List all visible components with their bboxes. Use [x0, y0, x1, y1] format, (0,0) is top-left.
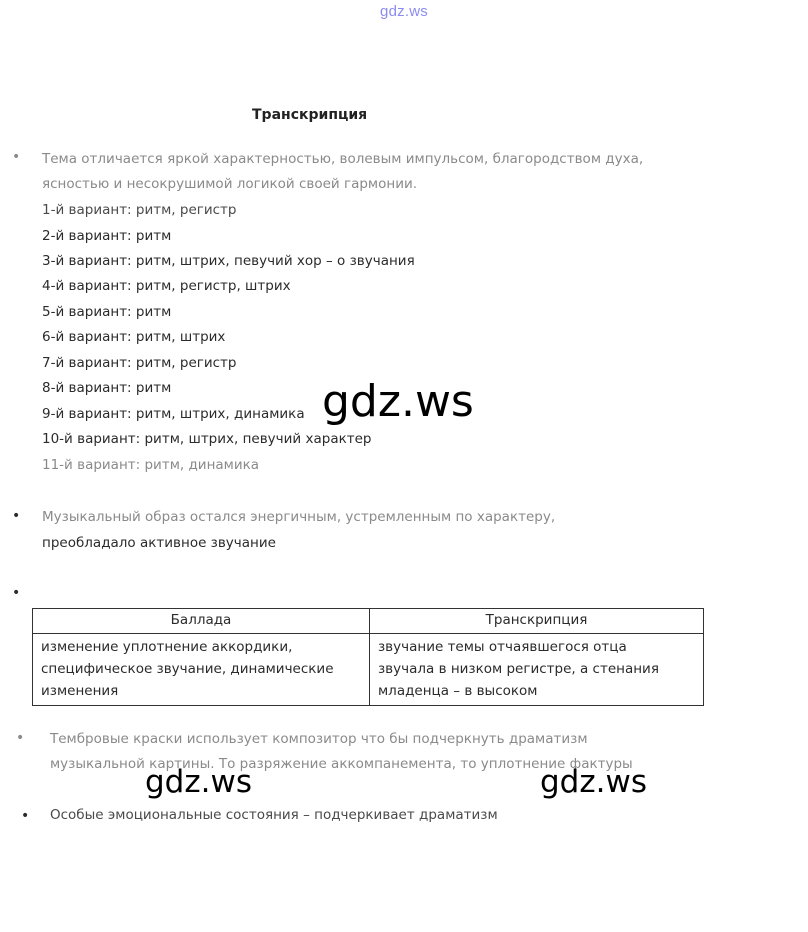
table-cell-transcription: [370, 634, 704, 706]
section4-line-2: музыкальной картины. То разряжение аккомпанемента, то уплотнение фактуры: [50, 756, 633, 772]
variant-8: 8-й вариант: ритм: [42, 380, 172, 396]
center-watermark: gdz.ws: [322, 376, 474, 427]
bullet-marker: •: [12, 585, 21, 601]
section1-line-2: ясностью и несокрушимой логикой своей гармонии.: [42, 176, 418, 192]
variant-11: 11-й вариант: ритм, динамика: [42, 457, 260, 473]
bullet-marker: •: [16, 730, 25, 746]
section5-line-1: Особые эмоциональные состояния – подчеркивает драматизм: [50, 807, 498, 823]
variant-2: 2-й вариант: ритм: [42, 228, 172, 244]
variant-1: 1-й вариант: ритм, регистр: [42, 202, 237, 218]
section2-line-2: преобладало активное звучание: [42, 535, 276, 551]
cell-line: изменение уплотнение аккордики,: [41, 639, 293, 655]
cell-line: младенца – в высоком: [378, 683, 538, 699]
variant-6: 6-й вариант: ритм, штрих: [42, 329, 226, 345]
section4-line-1: Тембровые краски использует композитор что бы подчеркнуть драматизм: [50, 731, 588, 747]
document-title: Транскрипция: [252, 107, 368, 123]
section2-line-1: Музыкальный образ остался энергичным, устремленным по характеру,: [42, 509, 556, 525]
bottom-left-watermark: gdz.ws: [145, 764, 252, 800]
bullet-marker: •: [21, 808, 30, 824]
comparison-table: [32, 608, 704, 706]
section1-line-1: Тема отличается яркой характерностью, волевым импульсом, благородством духа,: [42, 151, 644, 167]
variant-9: 9-й вариант: ритм, штрих, динамика: [42, 406, 305, 422]
cell-line: звучала в низком регистре, а стенания: [378, 661, 659, 677]
bullet-marker: •: [12, 149, 21, 165]
variant-7: 7-й вариант: ритм, регистр: [42, 355, 237, 371]
bottom-right-watermark: gdz.ws: [540, 764, 647, 800]
cell-line: звучание темы отчаявшегося отца: [378, 639, 627, 655]
cell-line: специфическое звучание, динамические: [41, 661, 334, 677]
table-header-ballad: Баллада: [33, 609, 370, 634]
bullet-marker: •: [12, 508, 21, 524]
variant-10: 10-й вариант: ритм, штрих, певучий характер: [42, 431, 372, 447]
table-row: [33, 634, 704, 706]
variant-5: 5-й вариант: ритм: [42, 304, 172, 320]
table-cell-ballad: [33, 634, 370, 706]
variant-3: 3-й вариант: ритм, штрих, певучий хор – о звучания: [42, 253, 415, 269]
top-watermark: gdz.ws: [380, 3, 428, 20]
table-header-transcription: Транскрипция: [370, 609, 704, 634]
variant-4: 4-й вариант: ритм, регистр, штрих: [42, 278, 291, 294]
cell-line: изменения: [41, 683, 119, 699]
